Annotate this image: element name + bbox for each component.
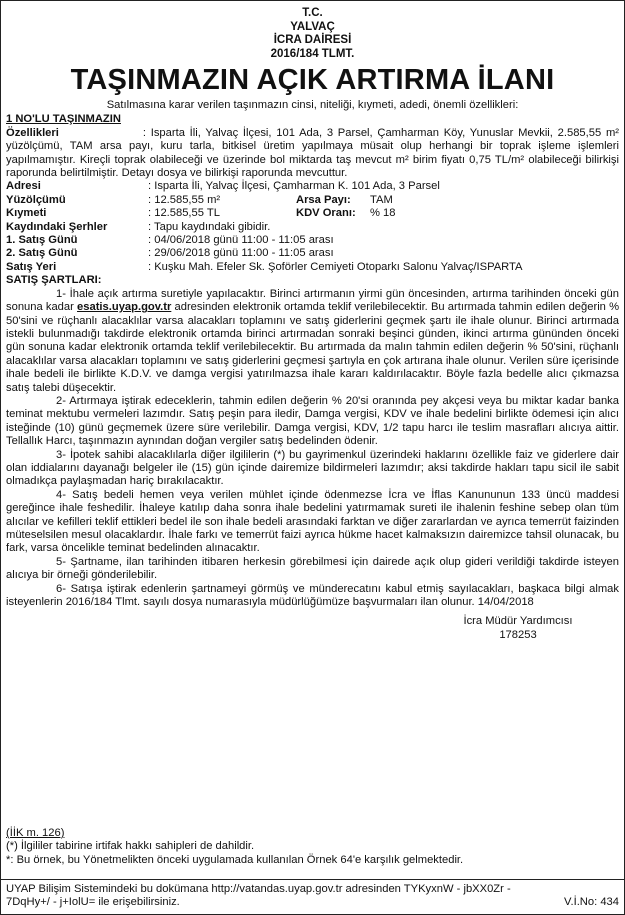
uyap-line-1: UYAP Bilişim Sistemindeki bu dokümana http://vatandas.uyap.gov.tr adresinden TYKyxnW - jbXX0Zr - <box>6 883 511 895</box>
condition-3: 3- İpotek sahibi alacaklılarla diğer ilgililerin (*) bu gayrimenkul üzerindeki haklarını özellikle faiz ve giderlere dair olan iddialarını dayanağı belgeler ile (15) gün içinde dairemize bildirmeleri lazımdır; aksi takdirde hakları tapu sicil ile sabit olmadıkça paylaşmadan hariç bırakılacaktır. <box>6 448 619 488</box>
property-heading: 1 NO'LU TAŞINMAZIN <box>6 113 121 126</box>
notice-title: TAŞINMAZIN AÇIK ARTIRMA İLANI <box>70 64 555 96</box>
issuer-header <box>6 7 619 61</box>
area-label: Yüzölçümü <box>6 193 66 206</box>
uyap-line-2: 7DqHy+/ - j+IolU= ile erişebilirsiniz. <box>6 896 180 909</box>
ad-reference-number: V.İ.No: 434 <box>564 896 619 909</box>
header-line-tc: T.C. <box>302 7 323 19</box>
uyap-line-2-row <box>6 896 619 909</box>
signature-number: 178253 <box>499 628 537 641</box>
address-row <box>6 180 619 193</box>
condition-5: 5- Şartname, ilan tarihinden itibaren herkesin görebilmesi için dairede açık olup gideri verildiği takdirde isteyen alıcıya bir örneği gönderilebilir. <box>6 555 619 582</box>
annotations-label: Kaydındaki Şerhler <box>6 220 108 233</box>
vat-label: KDV Oranı: <box>296 207 356 220</box>
footnote-2: *: Bu örnek, bu Yönetmelikten önceki uygulamada kullanılan Örnek 64'e karşılık gelmektedir. <box>6 853 464 866</box>
features-label: Özellikleri <box>6 126 59 139</box>
sale-day-2-value: : 29/06/2018 günü 11:00 - 11:05 arası <box>148 247 334 260</box>
condition-1-text-b: adresinden elektronik ortamda teklif verilebilecektir. Bu artırmada tahmin edilen değerin % 50'sini ve rüçhanlı alacaklılar varsa alacakları toplamını ve satış giderlerini geçmek şartı ile ihale olunur. Birinci artırmada istekli bulunmadığı takdirde elektronik ortamda birinci artırmadan sonraki beşinci günden, ikinci artırma gününden önceki gün sonuna kadar elektronik ortamda teklif verilebilecektir. Bu artırmada da malın tahmin edilen değerin % 50'sini, rüçhanlı alacaklılar varsa alacakları toplamını ve satış giderlerini geçmesi şartıyla en çok artırana ihale olunur. Verilen süre içerisinde ihale bedeli ile birlikte K.D.V. ve damga vergisi yatırılmazsa ihale kararı kaldırılacaktır. Böyle fazla bedelle alıcı çıkmazsa satış talebi düşecektir. <box>6 301 620 394</box>
uyap-footer <box>6 883 619 910</box>
condition-6: 6- Satışa iştirak edenlerin şartnameyi görmüş ve münderecatını kabul etmiş sayılacakları, başkaca bilgi almak isteyenlerin 2016/184 Tlmt. sayılı dosya numarasıyla müdürlüğümüze başvurmaları ilan olunur. 14/04/2018 <box>6 582 619 609</box>
footnote-1: (*) İlgililer tabirine irtifak hakkı sahipleri de dahildir. <box>6 840 255 853</box>
legal-reference: (İİK m. 126) <box>6 827 65 839</box>
header-line-office: İCRA DAİRESİ <box>273 34 352 46</box>
address-label: Adresi <box>6 180 41 193</box>
condition-4: 4- Satış bedeli hemen veya verilen mühlet içinde ödenmezse İcra ve İflas Kanununun 133 üncü maddesi gereğince ihale feshedilir. İhaleye katılıp daha sonra ihale bedelini yatırmamak sureti ile ihalenin feshine sebep olan tüm alıcılar ve kefilleri teklif ettikleri bedel ile son ihale bedeli arasındaki farktan ve diğer zararlardan ve ayrıca temerrüt faizinden müteselsilen mesul olacaklardır. İhale farkı ve temerrüt faizi ayrıca hükme hacet kalmaksızın dairemizce tahsil olunacak, bu fark, varsa öncelikle teminat bedelinden alınacaktır. <box>6 488 619 555</box>
annotations-value: : Tapu kaydındaki gibidir. <box>148 220 271 233</box>
value-amount: : 12.585,55 TL <box>148 207 220 220</box>
sale-day-2-label: 2. Satış Günü <box>6 247 78 260</box>
property-features <box>6 127 619 181</box>
sale-day-1-value: : 04/06/2018 günü 11:00 - 11:05 arası <box>148 234 334 247</box>
annotations-row <box>6 221 619 234</box>
share-label: Arsa Payı: <box>296 193 351 206</box>
sale-day-1-label: 1. Satış Günü <box>6 234 78 247</box>
header-line-file-no: 2016/184 TLMT. <box>270 47 355 60</box>
sale-place-label: Satış Yeri <box>6 260 57 273</box>
footnotes <box>6 827 619 867</box>
footer-divider <box>1 879 624 880</box>
features-value: : Isparta İli, Yalvaç İlçesi, 101 Ada, 3 Parsel, Çamharman Köy, Yunuslar Mevkii, 2.585,55 m² yüzölçümü, TAM arsa payı, kuru tarla, bitkisel üretim yapılmaya müsait olup herhangi bir toprak işleme işlemleri yapılmamıştır. Kireçli toprak olabileceği ve üzerinde bol miktarda taş mevcut m² birim fiyatı 0,75 TL/m² olabileceği bilirkişi raporunda belirtilmiştir. Detayı dosya ve bilirkişi raporunda mevcuttur. <box>6 126 619 180</box>
signature-title: İcra Müdür Yardımcısı <box>463 615 573 628</box>
condition-2: 2- Artırmaya iştirak edeceklerin, tahmin edilen değerin % 20'si oranında pey akçesi veya bu miktar kadar banka teminat mektubu vermeleri lazımdır. Satış peşin para iledir, Damga vergisi, KDV ve ihale bedelini birlikte ödemesi için alıcı isteğinde (10) günü geçmemek üzere süre verilebilir. Damga vergisi, KDV, 1/2 tapu harcı ile teslim masrafları alıcıya aittir. Tellallık Harcı, taşınmazın aynından doğan vergiler satış bedelinden ödenir. <box>6 394 619 448</box>
value-row <box>6 207 619 220</box>
sale-day-2-row <box>6 247 619 260</box>
intro-text: Satılmasına karar verilen taşınmazın cinsi, niteliği, kıymeti, adedi, önemli özellikleri: <box>106 99 519 111</box>
value-label: Kıymeti <box>6 207 47 220</box>
esatis-link[interactable]: esatis.uyap.gov.tr <box>77 301 172 314</box>
sale-place-value: : Kuşku Mah. Efeler Sk. Şoförler Cemiyeti Otoparkı Salonu Yalvaç/ISPARTA <box>148 260 523 273</box>
sale-place-row <box>6 261 619 274</box>
notice-body <box>6 7 619 642</box>
condition-1 <box>6 288 619 395</box>
vat-value: % 18 <box>370 207 396 220</box>
sale-day-1-row <box>6 234 619 247</box>
address-value: : Isparta İli, Yalvaç İlçesi, Çamharman K. 101 Ada, 3 Parsel <box>148 180 440 193</box>
signature-block <box>458 615 578 642</box>
area-row <box>6 194 619 207</box>
header-line-town: YALVAÇ <box>290 20 335 33</box>
area-value: : 12.585,55 m² <box>148 193 221 206</box>
conditions-heading: SATIŞ ŞARTLARI: <box>6 274 102 287</box>
condition-1-text-a: 1- İhale açık artırma suretiyle yapılacaktır. Birinci artırmanın yirmi gün öncesinden, artırma tarihinden önceki gün sonuna kadar <box>6 287 619 314</box>
share-value: TAM <box>370 193 393 206</box>
